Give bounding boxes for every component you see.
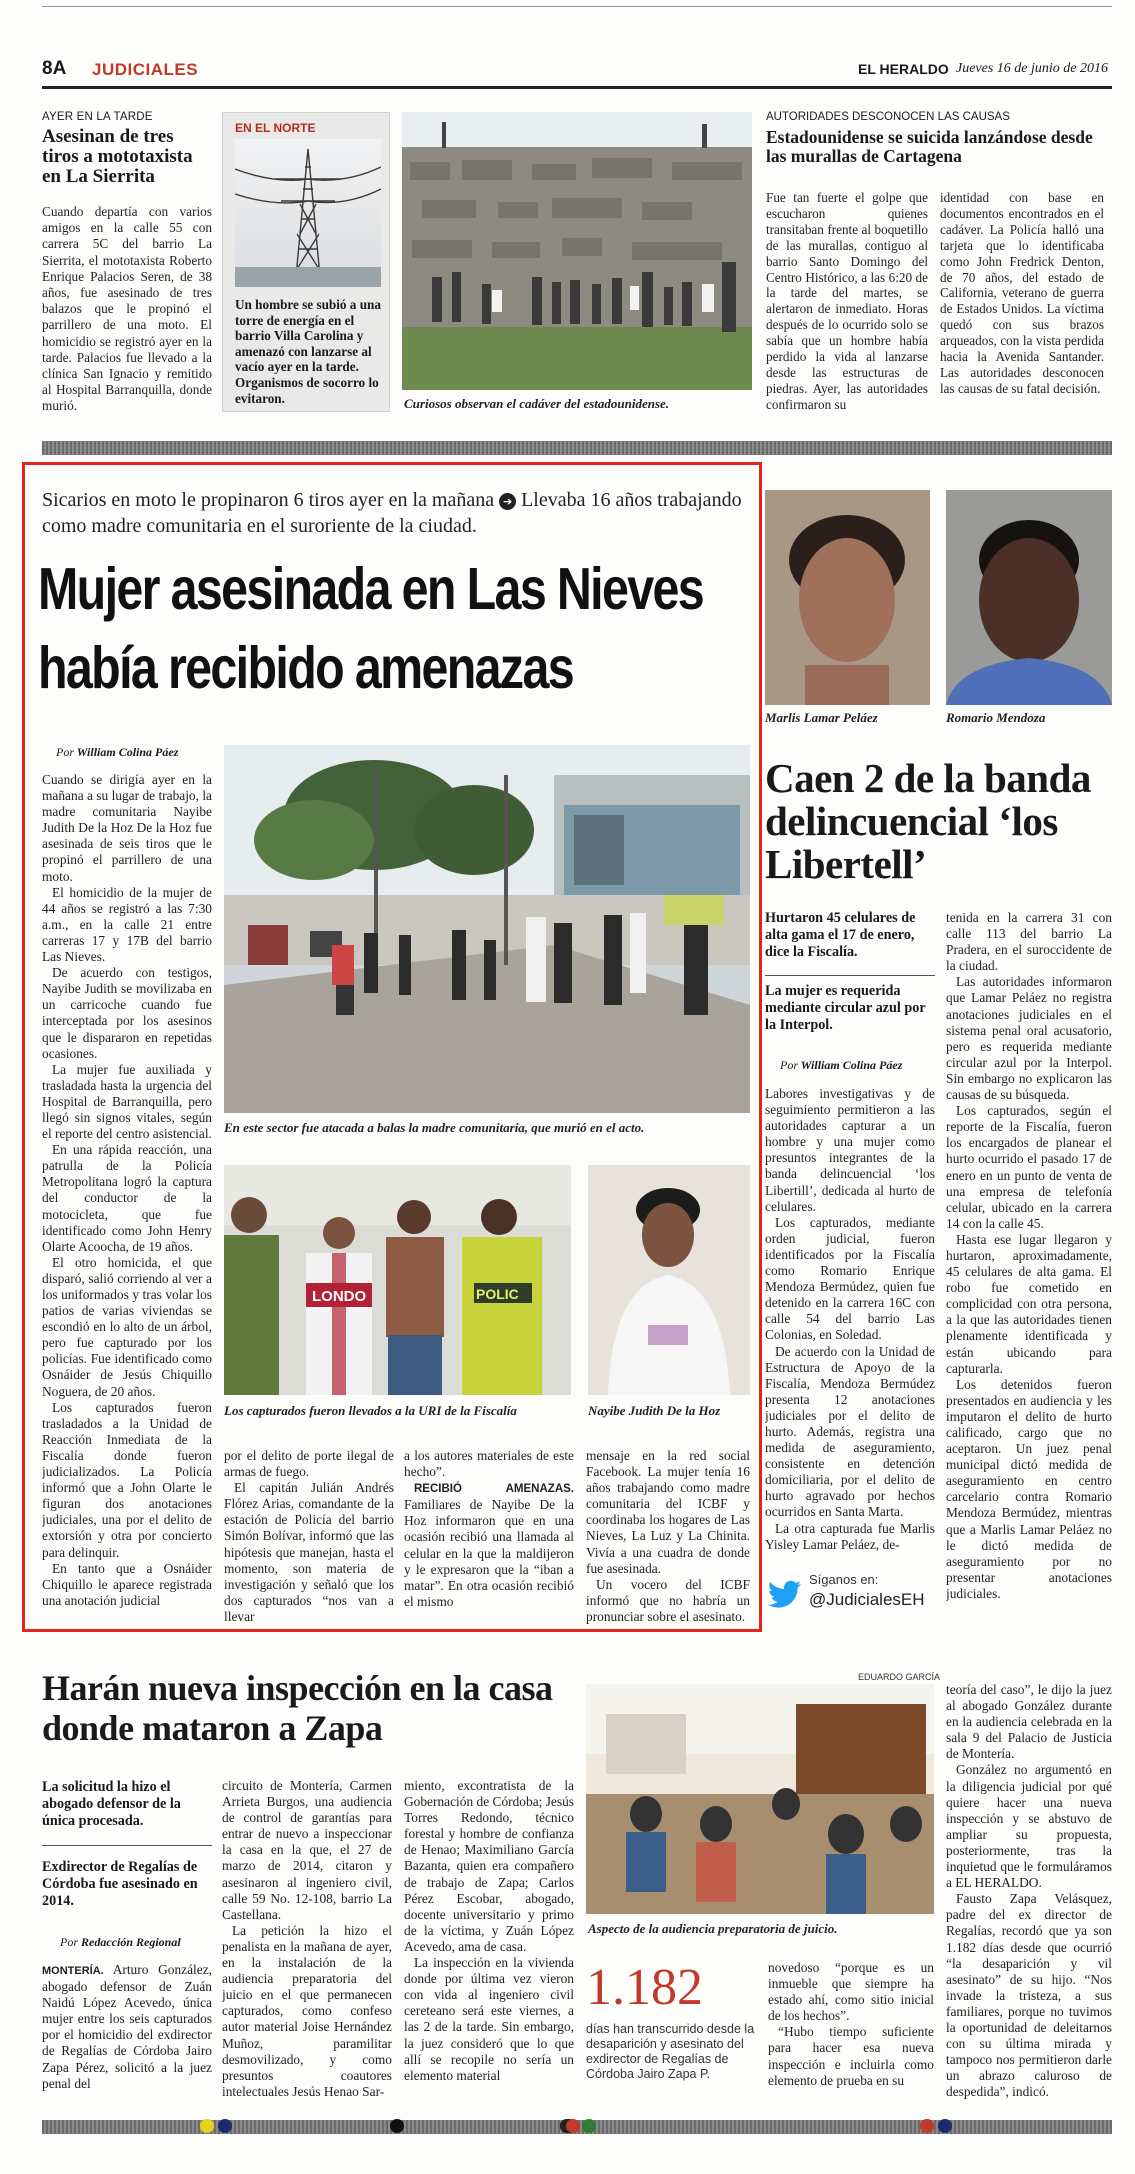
main-col3 [404,1448,574,1626]
street-photo [224,745,750,1113]
paragraph: De acuerdo con la Unidad de Estructura de Apoyo de la Fiscalía, Mendoza Bermúdez presenta 12 anotaciones judiciales por el delito de hurto. Además, registra una medida de aseguramiento, consistente en detención domiciliaria, por el delito de hurto agravado por hechos ocurridos en Santa Marta. [765,1343,935,1520]
paragraph: La otra capturada fue Marlis Yisley Lamar Peláez, de- [765,1520,935,1552]
bottom-headline: Harán nueva inspección en la casa donde mataron a Zapa [42,1668,553,1748]
captured-illustration [224,1165,571,1395]
paragraph: Labores investigativas y de seguimiento permitieron a las autoridades capturar a un hombre y una mujer como presuntos integrantes de la banda delincuencial ‘los Libertill’, dedicada al hurto de celulares. [765,1086,935,1214]
bottom-col2 [222,1778,392,2114]
street-illustration [224,745,750,1113]
dateline: MONTERÍA. [42,1965,104,1977]
sidebar-summary-2: La mujer es requerida mediante circular azul por la Interpol. [765,983,926,1033]
top-thin-rule [42,6,1112,7]
main-byline [56,745,178,760]
page-number: 8A [42,58,67,79]
sidebar-summary-rule [765,975,935,976]
paragraph: Hasta ese lugar llegaron y hurtaron, aproximadamente, 45 celulares de alta gama. El robo fue cometido en complicidad con otra persona, a la que las autoridades tienen plenamente identificada y están ubicando para capturarla. [946,1231,1112,1376]
tower-photo [235,139,381,287]
shirt-print: LONDO [312,1288,367,1305]
paragraph-text: Arturo González, abogado defensor de Zuán Naidú López Acevedo, única mujer entre los seis capturados por el homicidio del exdirector de Regalías de Córdoba Jairo Zapa Pérez, solicitó a la juez penal del [42,1962,212,2091]
bottom-col6 [946,1682,1112,2112]
paragraph: Los capturados fueron trasladados a la Unidad de Reacción Inmediata de la Fiscalía donde fueron judicializados. La Policía informó que a John Olarte le figuran dos anotaciones judiciales, una por el delito de extorsión y otra por concierto para delinquir. [42,1399,212,1560]
registration-dot [566,2119,580,2133]
paragraph: En tanto que a Osnáider Chiquillo le aparece registrada una anotación judicial [42,1560,212,1608]
bottom-col5 [768,1960,934,2110]
main-byline-name: William Colina Páez [76,745,179,759]
bottom-col3 [404,1778,574,2114]
paragraph: El capitán Julián Andrés Flórez Arias, comandante de la estación de Policía del barrio Simón Bolívar, informó que las hipótesis que manejan, hasta el momento, son materia de investigación y señaló que los dos capturados “nos van a llevar [224,1480,394,1624]
paragraph: Los capturados, mediante orden judicial, fueron identificados por la Fiscalía como Romario Enrique Mendoza Bermúdez, quien fue detenido en la carrera 16C con calle 54 del barrio Las Colonias, en Soledad. [765,1214,935,1343]
brief-right-col1: Fue tan fuerte el golpe que escucharon quienes transitaban frente al boquetillo de las murallas, contiguo al barrio Santo Domingo del Centro Histórico, a las 6:20 de la tarde del martes, se alertaron de inmediato. Horas después de lo ocurrido solo se sabía que un hombre había perdido la vida al lanzarse desde las estructuras de piedras. Ayer, las autoridades confirmaron su [766,190,928,412]
section-divider-band [42,441,1112,455]
brief-right-title: Estadounidense se suicida lanzándose desde las murallas de Cartagena [766,127,1093,166]
portrait-romario-illustration [946,490,1112,705]
paragraph: Los detenidos fueron presentados en audiencia y les imputaron el delito de hurto calificado, cargo que no aceptaron. Un juez penal municipal dictó medida de aseguramiento en centro carcelario contra Romario Mendoza Bermúdez, mientras que a Marlis Lamar Peláez no le dictó medida de aseguramiento por no presentar anotaciones judiciales. [946,1376,1112,1601]
main-byline-prefix: Por [56,745,74,759]
sidebar-byline-prefix: Por [780,1058,798,1072]
main-headline-1: Mujer asesinada en Las Nieves [38,556,704,622]
sidebar-byline [780,1058,902,1073]
photo-credit: EDUARDO GARCÍA [858,1672,941,1682]
hearing-photo [586,1684,934,1914]
paragraph-text: Familiares de Nayibe De la Hoz informaron que en una ocasión recibió una llamada al celular en la que la maldijeron y le expresaron que la “iban a matar”. En otra ocasión recibió el mismo [404,1497,574,1609]
paragraph: De acuerdo con testigos, Nayibe Judith se movilizaba en un carricoche cuando fue interceptada por los asesinos que le dispararon en repetidas ocasiones. [42,965,212,1061]
victim-illustration [588,1165,750,1395]
brief-right-col2: identidad con base en documentos encontrados en el cadáver. La Policía halló una tarjeta que lo identificaba como John Fredrick Denton, de 70 años, del estado de California, veterano de guerra de Estados Unidos. La víctima quedó con sus brazos arqueados, con la vista perdida hacia la Avenida Santander. Las autoridades desconocen las causas de su fatal decisión. [940,190,1104,396]
paragraph: La mujer fue auxiliada y trasladada hasta la urgencia del Hospital de Barranquilla, pero llegó sin signos vitales, según el reporte del centro asistencial. [42,1061,212,1142]
bottom-summary-2: Exdirector de Regalías de Córdoba fue asesinado en 2014. [42,1859,198,1909]
sidebar-headline: Caen 2 de la banda delincuencial ‘los Libertell’ [765,755,1091,887]
bottom-byline [60,1935,181,1950]
paragraph: Un vocero del ICBF informó que no habría un pronunciar sobre el asesinato. [586,1576,750,1624]
paragraph: Las autoridades informaron que Lamar Peláez no registra anotaciones judiciales en el sistema penal oral acusatorio, pero es requerida mediante circular azul por la Interpol. Sin embargo no explicaron las causas de su búsqueda. [946,974,1112,1103]
main-summary-b: Llevaba 16 años trabajando como madre comunitaria en el suroriente de la ciudad. [42,489,742,537]
main-col1 [42,772,212,1622]
paragraph: mensaje en la red social Facebook. La mujer tenía 16 años trabajando como madre comunitaria del ICBF y coordinaba los hogares de Las Nieves, La Luz y La Chinita. Vivía a una cuadra de donde fue asesinada. [586,1448,750,1576]
paragraph: El homicidio de la mujer de 44 años se registró a las 7:30 a.m., en la calle 21 entre carreras 17 y 17B del barrio Las Nieves. [42,884,212,965]
paragraph: miento, excontratista de la Gobernación de Córdoba; Jesús Torres Redondo, técnico forestal y hombre de confianza de Henao; Maximiliano García Bazanta, quien era compañero de trabajo de Zapa; Carlos Pérez Escobar, abogado, docente universitario y primo de la víctima, y Zuán López Acevedo, ama de casa. [404,1778,574,1954]
registration-dot [920,2119,934,2133]
bottom-col1 [42,1962,212,2112]
paragraph: Cuando se dirigía ayer en la mañana a su lugar de trabajo, la madre comunitaria Nayibe Judith De la Hoz De la Hoz fue asesinada de seis tiros que le propinó el parrillero de una moto. [42,772,212,884]
bottom-summary-rule [42,1845,212,1846]
captured-caption: Los capturados fueron llevados a la URI de la Fiscalía [224,1403,517,1418]
sidebar-col2 [946,910,1112,1620]
twitter-bird-icon [767,1580,803,1610]
paragraph: Los capturados, según el reporte de la Fiscalía, fueron los encargados de planear el hurto ocurrido el pasado 17 de enero en un punto de venta de una empresa de telefonía celular, ubicado en la carrera 14 con la calle 45. [946,1103,1112,1231]
paragraph: En una rápida reacción, una patrulla de la Policía Metropolitana logró la captura del conductor de la motocicleta, que fue identificado como John Henry Olarte Acoocha, de 19 años. [42,1142,212,1254]
hearing-illustration [586,1684,934,1914]
paragraph: González no argumentó en la diligencia judicial por qué quiere hacer una nueva inspección y se abstuvo de ampliar su propuesta, posteriormente, tras la inquietud que le formuláramos a EL HERALDO. [946,1762,1112,1891]
twitter-follow[interactable] [767,1568,937,1620]
sidebar-summary-1: Hurtaron 45 celulares de alta gama el 17 de enero, dice la Fiscalía. [765,910,916,960]
paragraph: a los autores materiales de este hecho”. [404,1448,574,1480]
registration-dot [218,2119,232,2133]
registration-dot [200,2119,214,2133]
paragraph [404,1480,574,1610]
tower-illustration [235,139,381,287]
sidebar-col1 [765,1086,935,1556]
paragraph [42,1962,212,2092]
muralla-photo [402,112,752,390]
brief-body: Cuando departía con varios amigos en la calle 55 con carrera 5C del barrio La Sierrita, el mototaxista Roberto Enrique Palacios Seren, de 38 años, fue asesinado de tres balazos que le propinó el parrillero de una moto. El homicidio se registró ayer en la tarde. Palacios fue llevado a la clínica San Ignacio y remitido al Hospital Barranquilla, donde murió. [42,204,212,414]
main-summary [42,487,742,539]
portrait-romario [946,490,1112,705]
paragraph: La petición la hizo el penalista en la mañana de ayer, en la instalación de la audiencia preparatoria del juicio en el que permanecen capturados, como confeso autor material Joise Hernández Muñoz, paramilitar desmovilizado, y como presuntos coautores intelectuales Jesús Henao Sar- [222,1922,392,2099]
norte-body: Un hombre se subió a una torre de energía en el barrio Villa Carolina y amenazó con lanzarse al vacío ayer en la tarde. Organismos de socorro lo evitaron. [235,297,381,406]
muralla-caption: Curiosos observan el cadáver del estadounidense. [404,396,670,411]
vest-print: POLIC [476,1286,519,1302]
victim-photo [588,1165,750,1395]
victim-caption: Nayibe Judith De la Hoz [588,1403,721,1418]
paragraph: circuito de Montería, Carmen Arrieta Burgos, una audiencia de control de garantías para entrar de nuevo a inspeccionar la casa en la que, el 27 de marzo de 2014, citaron y asesinaron al ingeniero civil, calle 59 No. 12-108, barrio La Castellana. [222,1778,392,1922]
street-photo-caption: En este sector fue atacada a balas la madre comunitaria, que murió en el acto. [224,1120,645,1135]
registration-dot [582,2119,596,2133]
brief-title: Asesinan de tres tiros a mototaxista en La Sierrita [42,126,193,187]
main-col4 [586,1448,750,1626]
captured-photo [224,1165,571,1395]
brief-right-kicker: AUTORIDADES DESCONOCEN LAS CAUSAS [766,111,1010,123]
paragraph: tenida en la carrera 31 con calle 113 del barrio La Pradera, en el suroccidente de la ciudad. [946,910,1112,974]
follow-handle: @JudicialesEH [809,1590,925,1609]
stat-text: días han transcurrido desde la desaparición y asesinato del exdirector de Regalías de Córdoba Jairo Zapa P. [586,2022,755,2081]
paragraph: “Hubo tiempo suficiente para hacer esa nueva inspección e incluirla como elemento de prueba en su [768,2024,934,2088]
main-headline-2: había recibido amenazas [38,635,573,701]
portrait-marlis-illustration [765,490,930,705]
registration-dots [200,2119,1100,2135]
bottom-summary-1: La solicitud la hizo el abogado defensor de la única procesada. [42,1779,181,1829]
bottom-byline-prefix: Por [60,1935,78,1949]
brief-kicker: AYER EN LA TARDE [42,111,153,123]
norte-kicker: EN EL NORTE [235,121,316,135]
registration-dot [938,2119,952,2133]
header-rule [42,86,1112,89]
main-col2 [224,1448,394,1626]
follow-label: Síganos en: [809,1572,879,1587]
portrait-romario-caption: Romario Mendoza [946,710,1046,725]
portrait-marlis [765,490,930,705]
paragraph: novedoso “porque es un inmueble que siempre ha estado ahí, como sitio inicial de los hechos”. [768,1960,934,2024]
sidebar-byline-name: William Colina Páez [800,1058,903,1072]
main-summary-a: Sicarios en moto le propinaron 6 tiros ayer en la mañana [42,489,495,511]
hearing-caption: Aspecto de la audiencia preparatoria de juicio. [588,1921,838,1936]
portrait-marlis-caption: Marlis Lamar Peláez [765,710,878,725]
stat-value: 1.182 [586,1959,703,2016]
paragraph: Fausto Zapa Velásquez, padre del ex director de Regalías, recordó que ya son 1.182 días desde que ocurrió “la desaparición y vil asesinato” de su hijo. “Nos invade la tristeza, a sus familiares, porque no tuvimos la oportunidad de deleitarnos con su última mirada y tampoco nos permitieron darle un abrazo caluroso de despedida”, indicó. [946,1891,1112,2100]
paragraph: El otro homicida, el que disparó, salió corriendo al ver a los uniformados y tras volar los patios de varias viviendas se escondió en lo alto de un árbol, pero fue capturado por los policías. Fue identificado como Osnáider de Jesús Chiquillo Noguera, de 20 años. [42,1254,212,1399]
paragraph: teoría del caso”, le dijo la juez al abogado González durante en la audiencia celebrada en la sala 9 del Palacio de Justicia de Montería. [946,1682,1112,1762]
registration-dot [390,2119,404,2133]
paragraph: por el delito de porte ilegal de armas de fuego. [224,1448,394,1480]
arrow-circle-icon: ➔ [499,493,516,510]
section-name: JUDICIALES [92,60,199,79]
paragraph: La inspección en la vivienda donde por última vez vieron con vida al ingeniero civil cereteano será este viernes, a las 2 de la tarde. Sin embargo, la juez consideró que lo que allí se recopile no sería un elemento material [404,1955,574,2083]
bottom-byline-name: Redacción Regional [81,1935,181,1949]
issue-date: Jueves 16 de junio de 2016 [956,61,1109,76]
subhead: RECIBIÓ AMENAZAS. [414,1483,574,1496]
muralla-illustration [402,112,752,390]
paper-name: EL HERALDO [858,61,949,77]
norte-box [222,112,390,412]
